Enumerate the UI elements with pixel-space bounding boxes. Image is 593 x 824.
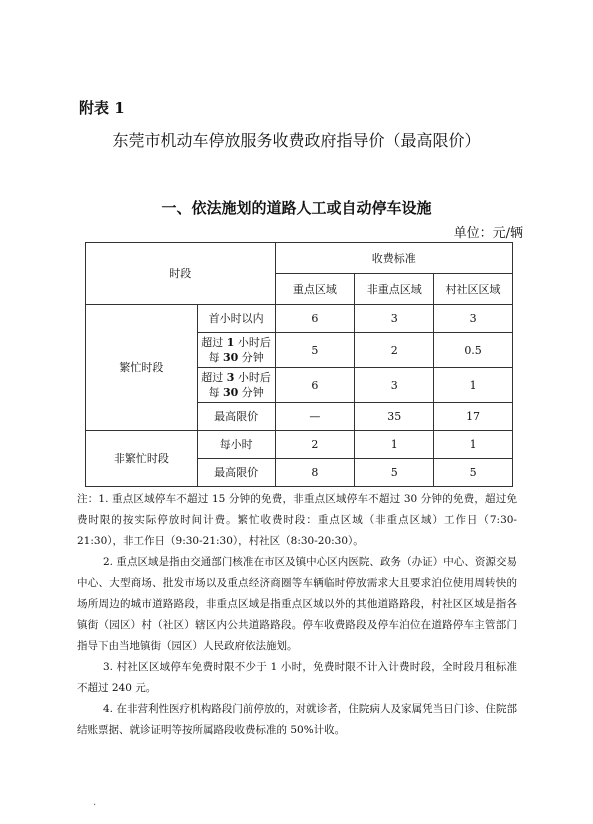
cell-village: 1	[434, 431, 513, 459]
header-standard: 收费标准	[275, 243, 512, 274]
label-part: 小时后	[234, 371, 271, 384]
cell-nonkey: 1	[355, 431, 434, 459]
label-number: 30	[222, 351, 239, 364]
cell-nonkey: 35	[355, 403, 434, 431]
cell-village: 17	[434, 403, 513, 431]
cell-nonkey: 3	[355, 368, 434, 403]
label-number: 30	[222, 386, 239, 399]
label-part: 超过	[201, 336, 227, 349]
cell-nonkey: 2	[355, 333, 434, 368]
header-period: 时段	[86, 243, 276, 305]
notes-section	[77, 489, 517, 741]
cell-village: 1	[434, 368, 513, 403]
cell-village: 5	[434, 459, 513, 487]
header-key-area: 重点区域	[275, 274, 355, 305]
fee-table	[85, 242, 513, 487]
row-sub-label: 最高限价	[197, 459, 275, 487]
cell-key: 8	[275, 459, 355, 487]
cell-nonkey: 5	[355, 459, 434, 487]
cell-key: 6	[275, 305, 355, 333]
cell-key: 2	[275, 431, 355, 459]
header-nonkey-area: 非重点区域	[355, 274, 434, 305]
row-sub-label	[197, 368, 275, 403]
cell-key: —	[275, 403, 355, 431]
label-part: 分钟	[238, 351, 264, 364]
footer-dot: .	[93, 797, 97, 808]
label-number: 1	[226, 336, 235, 349]
note-3: 3. 村社区区域停车免费时限不少于 1 小时，免费时限不计入计费时段，全时段月租标准不超过 240 元。	[77, 661, 517, 694]
table-row	[86, 305, 513, 333]
cell-key: 6	[275, 368, 355, 403]
document-title: 东莞市机动车停放服务收费政府指导价（最高限价）	[112, 131, 481, 150]
header-village-area: 村社区区域	[434, 274, 513, 305]
note-1: 注：1. 重点区域停车不超过 15 分钟的免费，非重点区域停车不超过 30 分钟的免费，超过免费时限的按实际停放时间计费。繁忙收费时段：重点区域（非重点区域）工作日（7:30-21:30），非工作日（9:30-21:30），村社区（8:30-20:30）。	[77, 493, 517, 547]
row-sub-label: 每小时	[197, 431, 275, 459]
nonbusy-period-label: 非繁忙时段	[86, 431, 198, 487]
label-part: 每	[208, 351, 223, 364]
row-sub-label	[197, 333, 275, 368]
section-title: 一、依法施划的道路人工或自动停车设施	[161, 199, 432, 217]
cell-village: 0.5	[434, 333, 513, 368]
cell-village: 3	[434, 305, 513, 333]
annex-label: 附表 1	[79, 99, 125, 117]
cell-nonkey: 3	[355, 305, 434, 333]
label-part: 分钟	[238, 386, 264, 399]
row-sub-label: 首小时以内	[197, 305, 275, 333]
row-sub-label: 最高限价	[197, 403, 275, 431]
label-part: 超过	[201, 371, 227, 384]
cell-key: 5	[275, 333, 355, 368]
note-2: 2. 重点区域是指由交通部门核准在市区及镇中心区内医院、政务（办证）中心、资源交易中心、大型商场、批发市场以及重点经济商圈等车辆临时停放需求大且要求泊位使用周转快的场所周边的城市道路路段，非重点区域是指重点区域以外的其他道路路段，村社区区域是指各镇街（园区）村（社区）辖区内公共道路路段。停车收费路段及停车泊位在道路停车主管部门指导下由当地镇街（园区）人民政府依法施划。	[77, 556, 517, 652]
unit-label: 单位：元/辆	[453, 226, 523, 241]
note-4: 4. 在非营利性医疗机构路段门前停放的，对就诊者，住院病人及家属凭当日门诊、住院部结账票据、就诊证明等按所属路段收费标准的 50%计收。	[77, 703, 517, 736]
label-part: 小时后	[234, 336, 271, 349]
label-part: 每	[208, 386, 223, 399]
table-header-row	[86, 243, 513, 274]
label-number: 3	[226, 371, 235, 384]
busy-period-label: 繁忙时段	[86, 305, 198, 431]
table-row	[86, 431, 513, 459]
